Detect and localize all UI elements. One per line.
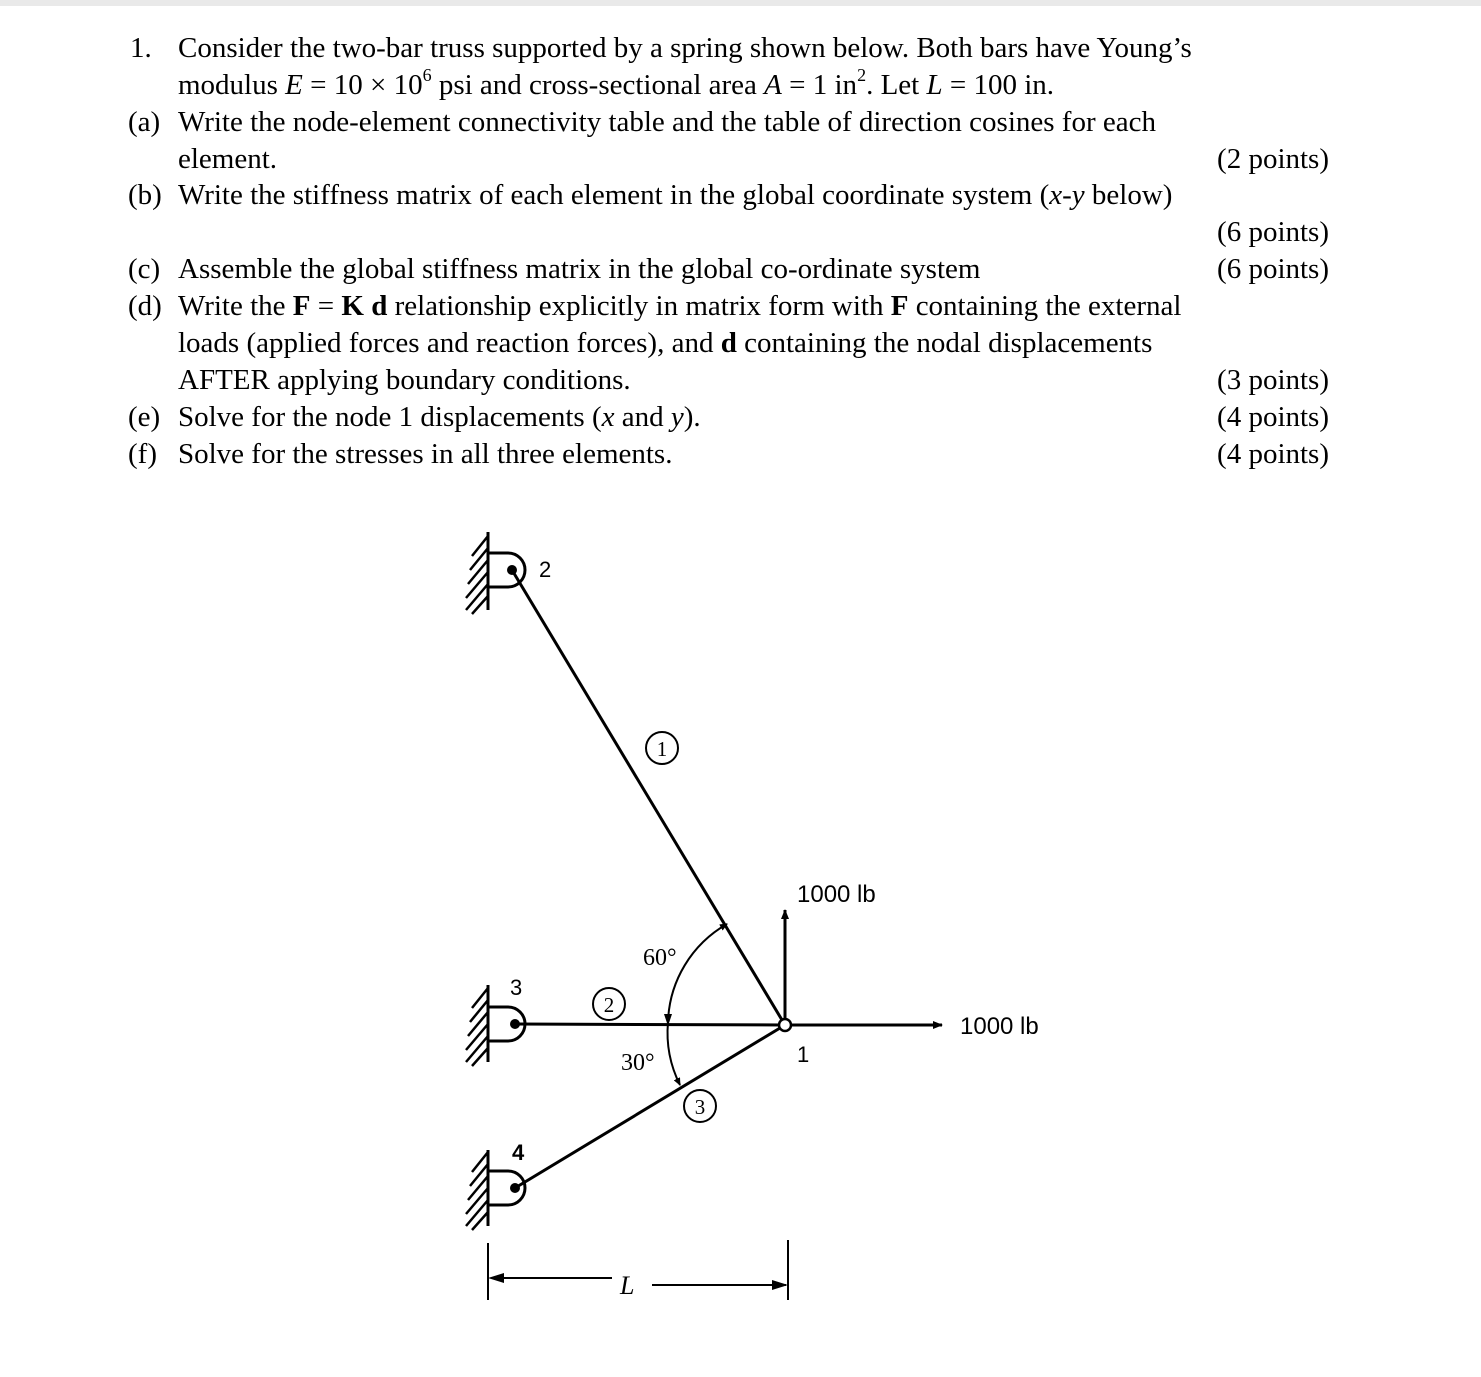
dimension-L	[488, 1240, 788, 1300]
part-f-text: Solve for the stresses in all three elements.	[178, 438, 673, 470]
problem-number: 1.	[130, 32, 152, 64]
part-a-label: (a)	[128, 106, 161, 138]
angle-label-60: 60°	[643, 945, 677, 971]
part-e-points: (4 points)	[1217, 401, 1329, 433]
part-a-points: (2 points)	[1217, 143, 1329, 175]
problem-intro-line1: Consider the two-bar truss supported by a spring shown below. Both bars have Young’s	[178, 32, 1192, 64]
element-label-1: 1	[656, 737, 668, 761]
part-b-label: (b)	[128, 179, 162, 211]
element-label-3: 3	[694, 1095, 706, 1119]
angle-label-30: 30°	[621, 1050, 655, 1076]
part-d-text-1: Write the F = K d relationship explicitly in matrix form with F containing the external	[178, 290, 1182, 322]
element-2-bar	[515, 1024, 785, 1025]
node-1	[779, 1019, 791, 1031]
angle-60-arc	[668, 924, 727, 1022]
part-f-label: (f)	[128, 438, 157, 470]
node-label-3: 3	[510, 975, 523, 1000]
horizontal-force-label: 1000 lb	[960, 1013, 1039, 1040]
part-c-label: (c)	[128, 253, 161, 285]
part-d-label: (d)	[128, 290, 162, 322]
element-label-2: 2	[603, 993, 615, 1017]
problem-intro-line2: modulus $E = 10 \times 10^6$ psi and cross-sectional area A = 1 $in^2$. Let L = 100 in.	[178, 65, 1055, 101]
part-a-text-2: element.	[178, 143, 278, 175]
dimension-label: L	[620, 1271, 635, 1300]
part-e-text: Solve for the node 1 displacements (x and y).	[178, 401, 701, 433]
part-b-points: (6 points)	[1217, 216, 1329, 248]
angle-30-arc	[668, 1022, 680, 1085]
node-label-2: 2	[539, 557, 552, 582]
wall-support-node-2	[466, 532, 525, 614]
vertical-force-label: 1000 lb	[797, 881, 876, 908]
part-d-points: (3 points)	[1217, 364, 1329, 396]
part-e-label: (e)	[128, 401, 161, 433]
part-d-text-3: AFTER applying boundary conditions.	[178, 364, 631, 396]
part-d-text-2: loads (applied forces and reaction forces), and d containing the nodal displacements	[178, 327, 1153, 359]
part-a-text-1: Write the node-element connectivity table and the table of direction cosines for each	[178, 106, 1156, 138]
node-label-4: 4	[512, 1140, 525, 1165]
part-c-points: (6 points)	[1217, 253, 1329, 285]
part-f-points: (4 points)	[1217, 438, 1329, 470]
node-label-1: 1	[797, 1042, 810, 1067]
part-b-text: Write the stiffness matrix of each element in the global coordinate system (x-y below)	[178, 179, 1173, 211]
part-c-text: Assemble the global stiffness matrix in the global co-ordinate system	[178, 253, 981, 285]
